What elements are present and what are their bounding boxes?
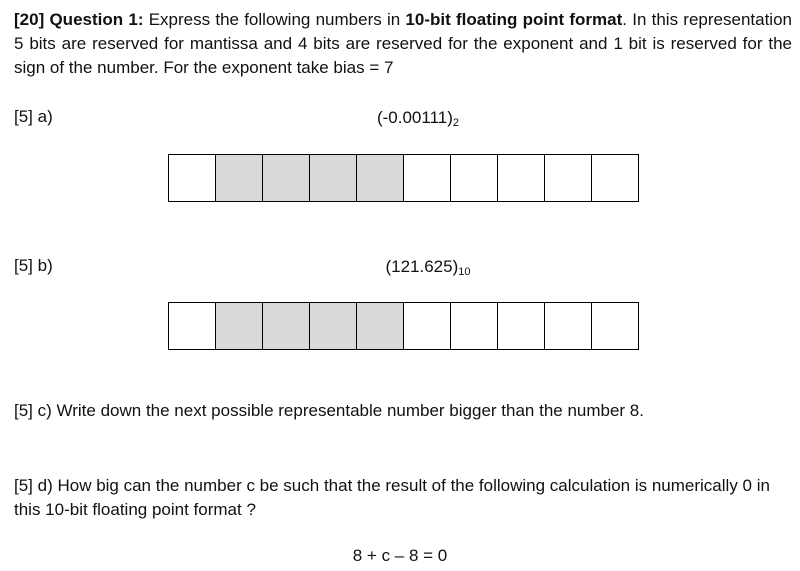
- mantissa-bit-a-1[interactable]: [404, 155, 451, 202]
- part-a-base: 2: [452, 117, 460, 129]
- mantissa-bit-a-5[interactable]: [592, 155, 639, 202]
- question-text-2: . In this representation 5 bits are reserved for mantissa and 4 bits are reserved for the exponent and 1 bit is reserved for the sign of the number. For the exponent take bias = 7: [14, 10, 792, 77]
- exponent-bit-a-3[interactable]: [310, 155, 357, 202]
- mantissa-bit-b-2[interactable]: [451, 303, 498, 350]
- part-b-base: 10: [458, 266, 471, 278]
- part-a-value: (-0.00111): [376, 108, 453, 127]
- exponent-bit-b-1[interactable]: [216, 303, 263, 350]
- part-b-label: [5] b): [14, 256, 53, 275]
- part-c-text: [5] c) Write down the next possible representable number bigger than the number 8.: [14, 401, 644, 420]
- mantissa-bit-b-3[interactable]: [498, 303, 545, 350]
- exponent-bit-a-4[interactable]: [357, 155, 404, 202]
- sign-bit-a[interactable]: [169, 155, 216, 202]
- question-text-1: Express the following numbers in: [143, 10, 406, 29]
- exponent-bit-a-2[interactable]: [263, 155, 310, 202]
- mantissa-bit-a-4[interactable]: [545, 155, 592, 202]
- mantissa-bit-b-1[interactable]: [404, 303, 451, 350]
- part-d-equation: 8 + c – 8 = 0: [352, 546, 448, 565]
- question-intro: [14, 8, 792, 80]
- exponent-bit-a-1[interactable]: [216, 155, 263, 202]
- exponent-bit-b-2[interactable]: [263, 303, 310, 350]
- part-b-value: (121.625): [385, 257, 459, 276]
- part-b-number: [278, 257, 578, 278]
- part-a-number: [268, 108, 568, 129]
- mantissa-bit-a-3[interactable]: [498, 155, 545, 202]
- question-number: [20] Question 1:: [14, 10, 144, 29]
- sign-bit-b[interactable]: [169, 303, 216, 350]
- mantissa-bit-b-5[interactable]: [592, 303, 639, 350]
- exponent-bit-b-4[interactable]: [357, 303, 404, 350]
- mantissa-bit-a-2[interactable]: [451, 155, 498, 202]
- bit-grid-b: [168, 302, 639, 350]
- part-a-label: [5] a): [14, 107, 53, 126]
- bit-grid-a: [168, 154, 639, 202]
- part-d-text: [5] d) How big can the number c be such that the result of the following calculation is numerically 0 in this 10-bit floating point format ?: [14, 476, 770, 519]
- exponent-bit-b-3[interactable]: [310, 303, 357, 350]
- question-format: 10-bit floating point format: [405, 10, 623, 29]
- mantissa-bit-b-4[interactable]: [545, 303, 592, 350]
